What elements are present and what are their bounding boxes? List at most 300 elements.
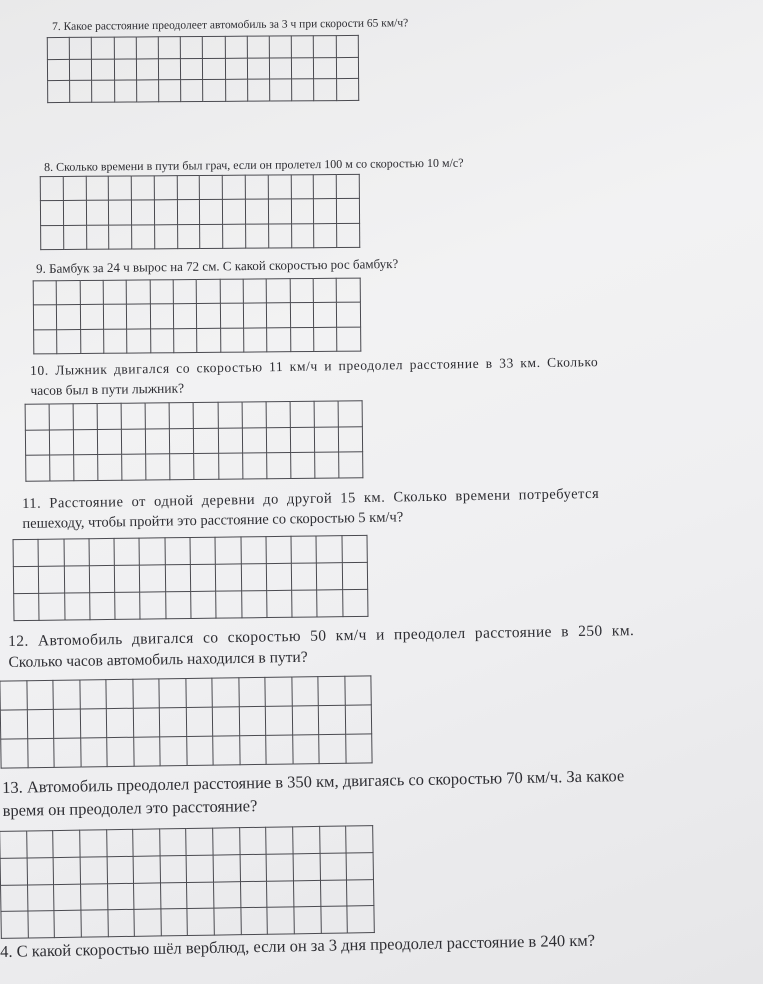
grid-cell[interactable] [173, 304, 197, 329]
grid-cell[interactable] [86, 176, 109, 200]
grid-cell[interactable] [173, 280, 197, 305]
grid-cell[interactable] [57, 281, 81, 306]
grid-cell[interactable] [86, 225, 109, 250]
grid-cell[interactable] [114, 538, 140, 565]
grid-cell[interactable] [292, 590, 318, 617]
grid-cell[interactable] [48, 81, 70, 103]
grid-cell[interactable] [266, 827, 293, 854]
grid-cell[interactable] [317, 590, 343, 617]
grid-cell[interactable] [80, 738, 107, 767]
grid-cell[interactable] [265, 706, 292, 735]
grid-cell[interactable] [13, 566, 39, 593]
grid-cell[interactable] [27, 709, 54, 738]
grid-cell[interactable] [292, 79, 314, 101]
grid-cell[interactable] [159, 80, 181, 102]
grid-cell[interactable] [194, 402, 218, 428]
grid-cell[interactable] [114, 565, 140, 592]
grid-cell[interactable] [70, 59, 92, 81]
grid-cell[interactable] [47, 37, 69, 59]
grid-cell[interactable] [181, 58, 203, 80]
grid-cell[interactable] [225, 80, 247, 102]
grid-cell[interactable] [165, 591, 191, 618]
grid-cell[interactable] [150, 328, 174, 353]
grid-cell[interactable] [314, 79, 336, 101]
grid-cell[interactable] [98, 455, 122, 481]
grid-cell[interactable] [266, 735, 293, 764]
grid-cell[interactable] [345, 705, 372, 734]
grid-cell[interactable] [140, 592, 166, 619]
grid-cell[interactable] [133, 708, 160, 737]
grid-cell[interactable] [132, 200, 155, 224]
grid-cell[interactable] [314, 199, 337, 223]
grid-cell[interactable] [321, 906, 348, 933]
grid-cell[interactable] [127, 280, 151, 305]
grid-cell[interactable] [244, 328, 268, 353]
grid-cell[interactable] [291, 536, 317, 563]
grid-cell[interactable] [177, 200, 200, 224]
grid-cell[interactable] [291, 677, 318, 706]
grid-cell[interactable] [136, 80, 158, 102]
grid-cell[interactable] [170, 428, 194, 454]
grid-cell[interactable] [290, 401, 314, 427]
grid-cell[interactable] [26, 680, 53, 709]
grid-cell[interactable] [33, 305, 57, 330]
grid-cell[interactable] [314, 401, 338, 427]
grid-cell[interactable] [197, 328, 221, 353]
grid-cell[interactable] [150, 280, 174, 305]
grid-cell[interactable] [74, 455, 98, 481]
grid-cell[interactable] [115, 592, 141, 619]
grid-cell[interactable] [266, 590, 292, 617]
grid-cell[interactable] [160, 829, 187, 856]
grid-cell[interactable] [114, 37, 136, 59]
grid-cell[interactable] [246, 224, 269, 249]
grid-cell[interactable] [238, 677, 265, 706]
grid-cell[interactable] [40, 176, 63, 200]
grid-cell[interactable] [239, 735, 266, 764]
grid-cell[interactable] [39, 593, 65, 620]
grid-cell[interactable] [243, 303, 267, 328]
grid-cell[interactable] [240, 881, 267, 908]
grid-cell[interactable] [342, 589, 368, 616]
grid-cell[interactable] [267, 279, 291, 304]
grid-cell[interactable] [79, 680, 106, 709]
grid-cell[interactable] [292, 735, 319, 764]
grid-cell[interactable] [337, 223, 360, 248]
grid-cell[interactable] [159, 679, 186, 708]
grid-cell[interactable] [269, 58, 291, 80]
grid-cell[interactable] [245, 199, 268, 223]
grid-cell[interactable] [107, 737, 134, 766]
grid-cell[interactable] [239, 706, 266, 735]
grid-cell[interactable] [63, 225, 86, 250]
grid-cell[interactable] [245, 175, 268, 199]
grid-cell[interactable] [337, 327, 361, 352]
grid-cell[interactable] [247, 58, 269, 80]
grid-cell[interactable] [70, 81, 92, 103]
grid-cell[interactable] [53, 830, 80, 857]
grid-cell[interactable] [213, 828, 240, 855]
grid-cell[interactable] [239, 827, 266, 854]
grid-cell[interactable] [290, 427, 314, 453]
grid-cell[interactable] [293, 853, 320, 880]
grid-cell[interactable] [165, 538, 191, 565]
grid-cell[interactable] [218, 428, 242, 454]
grid-cell[interactable] [337, 278, 361, 303]
grid-cell[interactable] [265, 677, 292, 706]
grid-cell[interactable] [109, 200, 132, 224]
grid-cell[interactable] [26, 831, 53, 858]
grid-cell[interactable] [106, 679, 133, 708]
grid-cell[interactable] [346, 852, 373, 879]
grid-cell[interactable] [247, 36, 269, 58]
grid-cell[interactable] [266, 536, 292, 563]
grid-cell[interactable] [89, 565, 115, 592]
grid-cell[interactable] [218, 402, 242, 428]
grid-cell[interactable] [190, 537, 216, 564]
grid-cell[interactable] [267, 907, 294, 934]
grid-cell[interactable] [291, 563, 317, 590]
grid-cell[interactable] [197, 279, 221, 304]
grid-cell[interactable] [49, 404, 73, 430]
grid-cell[interactable] [81, 910, 108, 937]
grid-cell[interactable] [140, 565, 166, 592]
grid-cell[interactable] [177, 176, 200, 200]
grid-cell[interactable] [216, 591, 242, 618]
grid-cell[interactable] [223, 224, 246, 249]
grid-cell[interactable] [291, 199, 314, 223]
grid-cell[interactable] [213, 736, 240, 765]
grid-cell[interactable] [186, 828, 213, 855]
grid-cell[interactable] [25, 404, 49, 430]
grid-cell[interactable] [177, 224, 200, 249]
grid-cell[interactable] [313, 278, 337, 303]
grid-cell[interactable] [291, 223, 314, 248]
grid-cell[interactable] [50, 455, 74, 481]
grid-cell[interactable] [345, 734, 372, 763]
grid-cell[interactable] [186, 736, 213, 765]
grid-cell[interactable] [225, 36, 247, 58]
grid-cell[interactable] [225, 58, 247, 80]
grid-cell[interactable] [197, 304, 221, 329]
grid-cell[interactable] [180, 37, 202, 59]
grid-cell[interactable] [294, 880, 321, 907]
grid-cell[interactable] [103, 280, 127, 305]
grid-cell[interactable] [1, 739, 28, 768]
grid-cell[interactable] [336, 35, 359, 57]
grid-cell[interactable] [106, 708, 133, 737]
grid-cell[interactable] [132, 224, 155, 249]
grid-cell[interactable] [338, 426, 362, 452]
grid-cell[interactable] [314, 427, 338, 453]
grid-cell[interactable] [241, 907, 268, 934]
grid-cell[interactable] [97, 403, 121, 429]
grid-cell[interactable] [215, 537, 241, 564]
grid-cell[interactable] [203, 36, 225, 58]
grid-cell[interactable] [90, 592, 116, 619]
grid-cell[interactable] [242, 453, 266, 479]
grid-cell[interactable] [92, 59, 114, 81]
grid-cell[interactable] [38, 539, 64, 566]
grid-cell[interactable] [240, 854, 267, 881]
grid-cell[interactable] [107, 883, 134, 910]
grid-cell[interactable] [53, 680, 80, 709]
grid-cell[interactable] [218, 453, 242, 479]
grid-cell[interactable] [268, 199, 291, 223]
grid-cell[interactable] [165, 565, 191, 592]
grid-cell[interactable] [216, 564, 242, 591]
grid-cell[interactable] [80, 305, 104, 330]
grid-cell[interactable] [268, 175, 291, 199]
grid-cell[interactable] [316, 536, 342, 563]
grid-cell[interactable] [293, 826, 320, 853]
grid-cell[interactable] [107, 910, 134, 937]
grid-cell[interactable] [64, 593, 90, 620]
grid-cell[interactable] [314, 36, 336, 58]
grid-cell[interactable] [136, 58, 158, 80]
grid-cell[interactable] [1, 885, 28, 912]
grid-cell[interactable] [122, 429, 146, 455]
grid-cell[interactable] [98, 429, 122, 455]
grid-cell[interactable] [266, 427, 290, 453]
grid-cell[interactable] [57, 305, 81, 330]
grid-cell[interactable] [0, 858, 27, 885]
grid-cell[interactable] [268, 224, 291, 249]
grid-cell[interactable] [194, 428, 218, 454]
grid-cell[interactable] [159, 708, 186, 737]
grid-cell[interactable] [133, 829, 160, 856]
grid-cell[interactable] [337, 302, 361, 327]
grid-cell[interactable] [114, 80, 136, 102]
grid-cell[interactable] [161, 909, 188, 936]
grid-cell[interactable] [241, 591, 267, 618]
grid-cell[interactable] [127, 329, 151, 354]
grid-cell[interactable] [49, 429, 73, 455]
grid-cell[interactable] [267, 880, 294, 907]
grid-cell[interactable] [290, 278, 314, 303]
grid-cell[interactable] [290, 327, 314, 352]
grid-cell[interactable] [336, 57, 359, 79]
grid-cell[interactable] [291, 175, 314, 199]
grid-cell[interactable] [220, 328, 244, 353]
grid-cell[interactable] [338, 401, 362, 427]
grid-cell[interactable] [317, 563, 343, 590]
grid-cell[interactable] [107, 856, 134, 883]
grid-cell[interactable] [28, 911, 55, 938]
grid-cell[interactable] [47, 59, 69, 81]
grid-cell[interactable] [131, 176, 154, 200]
grid-cell[interactable] [320, 853, 347, 880]
grid-cell[interactable] [191, 591, 217, 618]
grid-cell[interactable] [212, 678, 239, 707]
grid-cell[interactable] [314, 223, 337, 248]
grid-cell[interactable] [318, 705, 345, 734]
grid-cell[interactable] [160, 736, 187, 765]
grid-cell[interactable] [290, 303, 314, 328]
grid-cell[interactable] [92, 80, 114, 102]
grid-cell[interactable] [34, 329, 58, 354]
grid-cell[interactable] [347, 906, 374, 933]
grid-cell[interactable] [174, 328, 198, 353]
grid-cell[interactable] [319, 826, 346, 853]
grid-cell[interactable] [132, 679, 159, 708]
grid-cell[interactable] [320, 879, 347, 906]
grid-cell[interactable] [337, 199, 360, 223]
grid-cell[interactable] [89, 538, 115, 565]
grid-cell[interactable] [241, 537, 267, 564]
grid-cell[interactable] [242, 427, 266, 453]
grid-cell[interactable] [0, 681, 27, 710]
grid-cell[interactable] [27, 884, 54, 911]
grid-cell[interactable] [54, 884, 81, 911]
grid-cell[interactable] [220, 303, 244, 328]
grid-cell[interactable] [344, 676, 371, 705]
grid-cell[interactable] [187, 882, 214, 909]
grid-cell[interactable] [73, 429, 97, 455]
grid-cell[interactable] [187, 855, 214, 882]
grid-cell[interactable] [64, 539, 90, 566]
grid-cell[interactable] [336, 174, 359, 198]
grid-cell[interactable] [266, 453, 290, 479]
grid-cell[interactable] [154, 176, 177, 200]
grid-cell[interactable] [109, 225, 132, 250]
grid-cell[interactable] [92, 37, 114, 59]
grid-cell[interactable] [26, 455, 50, 481]
grid-cell[interactable] [223, 200, 246, 224]
grid-cell[interactable] [27, 738, 54, 767]
grid-cell[interactable] [80, 329, 104, 354]
grid-cell[interactable] [267, 303, 291, 328]
grid-cell[interactable] [267, 327, 291, 352]
grid-cell[interactable] [109, 176, 132, 200]
grid-cell[interactable] [0, 710, 27, 739]
grid-cell[interactable] [314, 327, 338, 352]
grid-cell[interactable] [134, 909, 161, 936]
grid-cell[interactable] [294, 907, 321, 934]
grid-cell[interactable] [241, 564, 267, 591]
grid-cell[interactable] [57, 329, 81, 354]
grid-cell[interactable] [80, 883, 107, 910]
grid-cell[interactable] [318, 676, 345, 705]
grid-cell[interactable] [194, 454, 218, 480]
grid-cell[interactable] [133, 737, 160, 766]
grid-cell[interactable] [203, 58, 225, 80]
grid-cell[interactable] [212, 707, 239, 736]
grid-cell[interactable] [266, 563, 292, 590]
grid-cell[interactable] [136, 37, 158, 59]
grid-cell[interactable] [200, 224, 223, 249]
grid-cell[interactable] [170, 454, 194, 480]
grid-cell[interactable] [314, 303, 338, 328]
grid-cell[interactable] [127, 304, 151, 329]
grid-cell[interactable] [14, 593, 40, 620]
grid-cell[interactable] [73, 404, 97, 430]
grid-cell[interactable] [121, 403, 145, 429]
grid-cell[interactable] [160, 882, 187, 909]
grid-cell[interactable] [64, 566, 90, 593]
grid-cell[interactable] [213, 854, 240, 881]
grid-cell[interactable] [106, 829, 133, 856]
grid-cell[interactable] [314, 57, 336, 79]
grid-cell[interactable] [243, 279, 267, 304]
grid-cell[interactable] [169, 403, 193, 429]
grid-cell[interactable] [222, 175, 245, 199]
grid-cell[interactable] [269, 36, 291, 58]
grid-cell[interactable] [186, 707, 213, 736]
grid-cell[interactable] [53, 857, 80, 884]
grid-cell[interactable] [1, 911, 28, 938]
grid-cell[interactable] [266, 401, 290, 427]
grid-cell[interactable] [336, 79, 359, 101]
grid-cell[interactable] [80, 857, 107, 884]
grid-cell[interactable] [338, 452, 362, 478]
grid-cell[interactable] [346, 826, 373, 853]
grid-cell[interactable] [80, 280, 104, 305]
grid-cell[interactable] [214, 881, 241, 908]
grid-cell[interactable] [314, 452, 338, 478]
grid-cell[interactable] [319, 734, 346, 763]
grid-cell[interactable] [103, 304, 127, 329]
grid-cell[interactable] [292, 36, 314, 58]
grid-cell[interactable] [33, 281, 57, 306]
grid-cell[interactable] [203, 80, 225, 102]
grid-cell[interactable] [139, 538, 165, 565]
grid-cell[interactable] [158, 58, 180, 80]
grid-cell[interactable] [114, 59, 136, 81]
grid-cell[interactable] [242, 402, 266, 428]
grid-cell[interactable] [220, 279, 244, 304]
grid-cell[interactable] [69, 37, 91, 59]
grid-cell[interactable] [266, 854, 293, 881]
grid-cell[interactable] [40, 201, 63, 225]
grid-cell[interactable] [0, 831, 27, 858]
grid-cell[interactable] [25, 430, 49, 456]
grid-cell[interactable] [63, 201, 86, 225]
grid-cell[interactable] [190, 564, 216, 591]
grid-cell[interactable] [200, 200, 223, 224]
grid-cell[interactable] [86, 200, 109, 224]
grid-cell[interactable] [122, 454, 146, 480]
grid-cell[interactable] [342, 562, 368, 589]
grid-cell[interactable] [200, 175, 223, 199]
grid-cell[interactable] [270, 79, 292, 101]
grid-cell[interactable] [146, 428, 170, 454]
grid-cell[interactable] [80, 830, 107, 857]
grid-cell[interactable] [292, 57, 314, 79]
grid-cell[interactable] [347, 879, 374, 906]
grid-cell[interactable] [181, 80, 203, 102]
grid-cell[interactable] [187, 908, 214, 935]
grid-cell[interactable] [134, 882, 161, 909]
grid-cell[interactable] [292, 706, 319, 735]
grid-cell[interactable] [158, 37, 180, 59]
grid-cell[interactable] [247, 79, 269, 101]
grid-cell[interactable] [154, 200, 177, 224]
grid-cell[interactable] [342, 535, 368, 562]
grid-cell[interactable] [160, 855, 187, 882]
grid-cell[interactable] [214, 908, 241, 935]
grid-cell[interactable] [54, 738, 81, 767]
grid-cell[interactable] [146, 454, 170, 480]
grid-cell[interactable] [133, 856, 160, 883]
grid-cell[interactable] [314, 175, 337, 199]
grid-cell[interactable] [185, 678, 212, 707]
grid-cell[interactable] [104, 329, 128, 354]
grid-cell[interactable] [290, 453, 314, 479]
grid-cell[interactable] [150, 304, 174, 329]
grid-cell[interactable] [54, 910, 81, 937]
grid-cell[interactable] [80, 709, 107, 738]
